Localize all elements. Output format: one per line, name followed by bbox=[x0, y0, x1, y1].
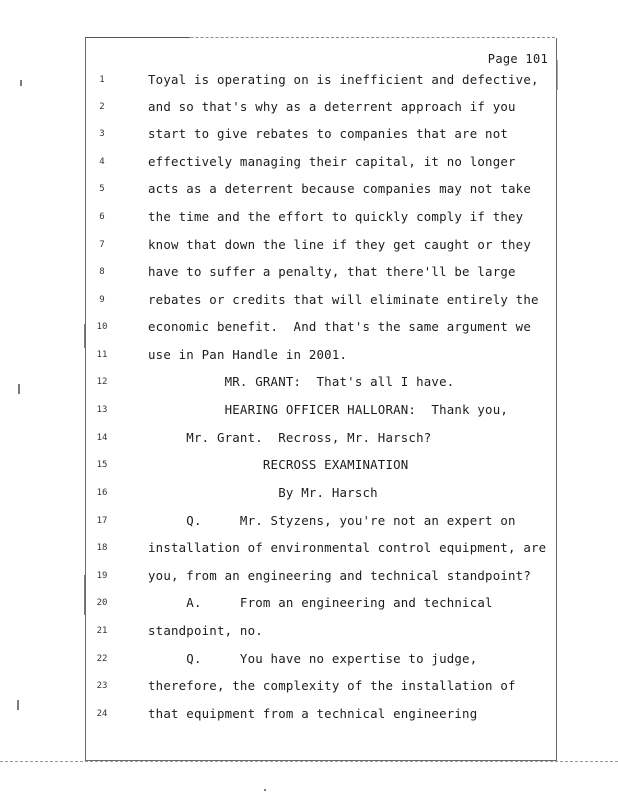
line-number: 6 bbox=[99, 212, 105, 222]
line-text: RECROSS EXAMINATION bbox=[148, 457, 409, 472]
transcript-line bbox=[0, 400, 618, 420]
transcript-line bbox=[0, 566, 618, 586]
line-number: 16 bbox=[96, 488, 108, 498]
line-text: Q. Mr. Styzens, you're not an expert on bbox=[148, 513, 516, 528]
transcript-line bbox=[0, 511, 618, 531]
transcript-line bbox=[0, 649, 618, 669]
page-number: Page 101 bbox=[487, 52, 548, 66]
transcript-line bbox=[0, 124, 618, 144]
line-number: 21 bbox=[96, 626, 108, 636]
transcript-line bbox=[0, 483, 618, 503]
transcript-line bbox=[0, 179, 618, 199]
line-text: By Mr. Harsch bbox=[148, 485, 378, 500]
transcript-line bbox=[0, 152, 618, 172]
line-text: MR. GRANT: That's all I have. bbox=[148, 374, 455, 389]
transcript-line bbox=[0, 70, 618, 90]
line-number: 8 bbox=[99, 267, 105, 277]
line-text: HEARING OFFICER HALLORAN: Thank you, bbox=[148, 402, 509, 417]
line-text: Mr. Grant. Recross, Mr. Harsch? bbox=[148, 430, 432, 445]
line-number: 13 bbox=[96, 405, 108, 415]
transcript-line bbox=[0, 676, 618, 696]
line-number: 10 bbox=[96, 322, 108, 332]
line-text: you, from an engineering and technical standpoint? bbox=[148, 568, 531, 583]
scan-artifact-mark bbox=[18, 384, 20, 394]
transcript-line bbox=[0, 704, 618, 724]
transcript-line bbox=[0, 428, 618, 448]
scan-artifact-mark bbox=[84, 324, 85, 348]
line-text: A. From an engineering and technical bbox=[148, 595, 493, 610]
scan-artifact-mark bbox=[264, 789, 266, 791]
transcript-line bbox=[0, 97, 618, 117]
transcript-line bbox=[0, 621, 618, 641]
scan-artifact-mark bbox=[557, 60, 558, 90]
transcript-line bbox=[0, 593, 618, 613]
line-number: 22 bbox=[96, 654, 108, 664]
line-text: economic benefit. And that's the same argument we bbox=[148, 319, 531, 334]
line-number: 12 bbox=[96, 377, 108, 387]
line-number: 4 bbox=[99, 157, 105, 167]
line-text: use in Pan Handle in 2001. bbox=[148, 347, 348, 362]
line-text: start to give rebates to companies that are not bbox=[148, 126, 509, 141]
line-text: Q. You have no expertise to judge, bbox=[148, 651, 478, 666]
line-number: 20 bbox=[96, 598, 108, 608]
line-text: installation of environmental control equipment, are bbox=[148, 540, 547, 555]
transcript-line bbox=[0, 455, 618, 475]
transcript-line bbox=[0, 345, 618, 365]
line-text: have to suffer a penalty, that there'll be large bbox=[148, 264, 516, 279]
line-number: 18 bbox=[96, 543, 108, 553]
line-number: 14 bbox=[96, 433, 108, 443]
scan-artifact-mark bbox=[84, 575, 85, 615]
line-text: effectively managing their capital, it no longer bbox=[148, 154, 516, 169]
transcript-line bbox=[0, 290, 618, 310]
line-number: 23 bbox=[96, 681, 108, 691]
line-number: 24 bbox=[96, 709, 108, 719]
line-text: rebates or credits that will eliminate entirely the bbox=[148, 292, 539, 307]
transcript-line bbox=[0, 235, 618, 255]
line-text: know that down the line if they get caught or they bbox=[148, 237, 531, 252]
line-number: 9 bbox=[99, 295, 105, 305]
transcript-line bbox=[0, 538, 618, 558]
transcript-line bbox=[0, 317, 618, 337]
line-number: 3 bbox=[99, 129, 105, 139]
page-bottom-rule bbox=[0, 761, 618, 762]
line-number: 2 bbox=[99, 102, 105, 112]
line-text: acts as a deterrent because companies may not take bbox=[148, 181, 531, 196]
line-text: the time and the effort to quickly comply if they bbox=[148, 209, 524, 224]
line-number: 19 bbox=[96, 571, 108, 581]
line-number: 5 bbox=[99, 184, 105, 194]
line-text: Toyal is operating on is inefficient and defective, bbox=[148, 72, 539, 87]
line-number: 15 bbox=[96, 460, 108, 470]
line-text: and so that's why as a deterrent approach if you bbox=[148, 99, 516, 114]
transcript-line bbox=[0, 207, 618, 227]
line-number: 11 bbox=[96, 350, 108, 360]
scan-artifact-mark bbox=[20, 80, 22, 86]
transcript-line bbox=[0, 372, 618, 392]
line-text: that equipment from a technical engineering bbox=[148, 706, 478, 721]
line-number: 7 bbox=[99, 240, 105, 250]
transcript-line bbox=[0, 262, 618, 282]
line-text: standpoint, no. bbox=[148, 623, 263, 638]
line-text: therefore, the complexity of the installation of bbox=[148, 678, 516, 693]
line-number: 1 bbox=[99, 75, 105, 85]
scan-artifact-mark bbox=[17, 700, 19, 710]
line-number: 17 bbox=[96, 516, 108, 526]
